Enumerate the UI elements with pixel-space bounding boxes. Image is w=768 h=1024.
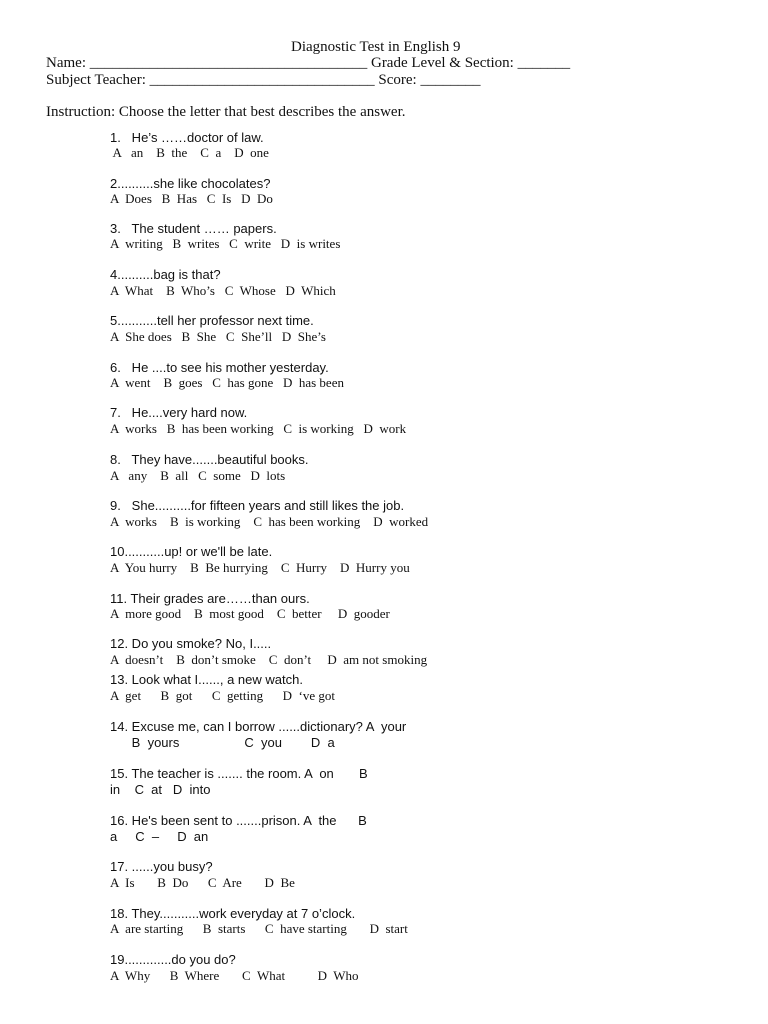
question-17: 17. ......you busy? — [110, 859, 213, 874]
question-19: 19.............do you do? — [110, 952, 236, 967]
teacher-line: Subject Teacher: ______________________________ Score: ________ — [46, 72, 481, 88]
options-6: A went B goes C has gone D has been — [110, 375, 344, 390]
options-18: A are starting B starts C have starting D start — [110, 921, 408, 936]
question-12: 12. Do you smoke? No, I..... — [110, 636, 272, 651]
page-title: Diagnostic Test in English 9 — [291, 39, 461, 55]
options-13: A get B got C getting D ‘ve got — [110, 688, 335, 703]
question-4: 4..........bag is that? — [110, 267, 221, 282]
options-1: A an B the C a D one — [110, 145, 269, 160]
options-5: A She does B She C She’ll D She’s — [110, 329, 326, 344]
options-15: in C at D into — [110, 782, 211, 797]
question-5: 5...........tell her professor next time. — [110, 313, 314, 328]
options-7: A works B has been working C is working D work — [110, 421, 407, 436]
question-7: 7. He....very hard now. — [110, 405, 248, 420]
options-14: B yours C you D a — [110, 735, 335, 750]
options-9: A works B is working C has been working D worked — [110, 514, 429, 529]
question-14: 14. Excuse me, can I borrow ......dictionary? A your — [110, 719, 407, 734]
options-2: A Does B Has C Is D Do — [110, 191, 273, 206]
question-9: 9. She..........for fifteen years and still likes the job. — [110, 498, 405, 513]
question-13: 13. Look what I......, a new watch. — [110, 672, 303, 687]
question-11: 11. Their grades are……than ours. — [110, 591, 310, 606]
question-2: 2..........she like chocolates? — [110, 176, 271, 191]
question-3: 3. The student …… papers. — [110, 221, 277, 236]
options-8: A any B all C some D lots — [110, 468, 286, 483]
options-11: A more good B most good C better D gooder — [110, 606, 390, 621]
question-15: 15. The teacher is ....... the room. A on B — [110, 766, 368, 781]
question-1: 1. He’s ……doctor of law. — [110, 130, 264, 145]
question-8: 8. They have.......beautiful books. — [110, 452, 309, 467]
options-19: A Why B Where C What D Who — [110, 968, 359, 983]
options-4: A What B Who’s C Whose D Which — [110, 283, 336, 298]
question-6: 6. He ....to see his mother yesterday. — [110, 360, 329, 375]
options-3: A writing B writes C write D is writes — [110, 236, 341, 251]
question-16: 16. He's been sent to .......prison. A the B — [110, 813, 367, 828]
name-line: Name: _____________________________________ Grade Level & Section: _______ — [46, 55, 571, 71]
options-16: a C – D an — [110, 829, 209, 844]
options-10: A You hurry B Be hurrying C Hurry D Hurry you — [110, 560, 410, 575]
options-17: A Is B Do C Are D Be — [110, 875, 295, 890]
question-18: 18. They...........work everyday at 7 o’clock. — [110, 906, 356, 921]
options-12: A doesn’t B don’t smoke C don’t D am not smoking — [110, 652, 428, 667]
instruction: Instruction: Choose the letter that best describes the answer. — [46, 104, 406, 120]
question-10: 10...........up! or we'll be late. — [110, 544, 273, 559]
